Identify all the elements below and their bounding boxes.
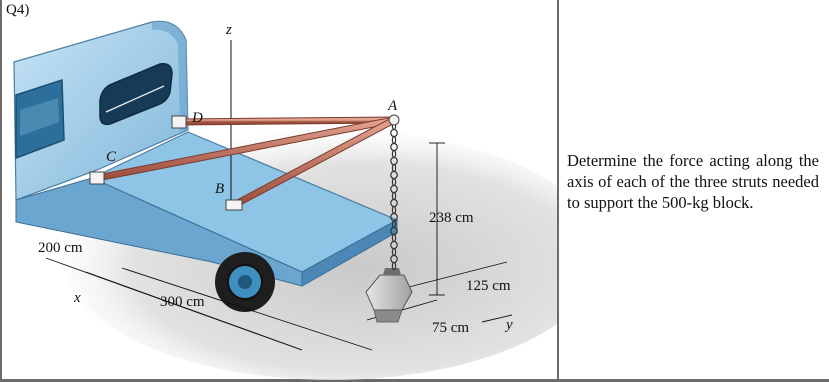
dim-238-label: 238 cm	[429, 210, 474, 226]
truck-strut-figure	[2, 0, 557, 380]
dim-200-label: 200 cm	[38, 240, 83, 256]
z-axis-label: z	[226, 22, 232, 38]
question-label: Q4)	[6, 2, 30, 18]
point-d-label: D	[192, 110, 203, 126]
point-a-label: A	[388, 98, 398, 114]
dim-300-label: 300 cm	[160, 294, 205, 310]
dim-75-label: 75 cm	[432, 320, 470, 336]
strut-ad	[180, 120, 394, 122]
x-axis-label: x	[74, 290, 81, 306]
truck-wheel	[215, 252, 275, 312]
problem-statement: Determine the force acting along the axis of each of the three struts needed to support the 500-kg block.	[567, 151, 819, 212]
point-c-label: C	[106, 149, 117, 165]
point-b-label: B	[215, 181, 225, 197]
frame-divider	[557, 0, 559, 382]
y-axis-label: y	[506, 317, 513, 333]
dim-125-label: 125 cm	[466, 278, 511, 294]
